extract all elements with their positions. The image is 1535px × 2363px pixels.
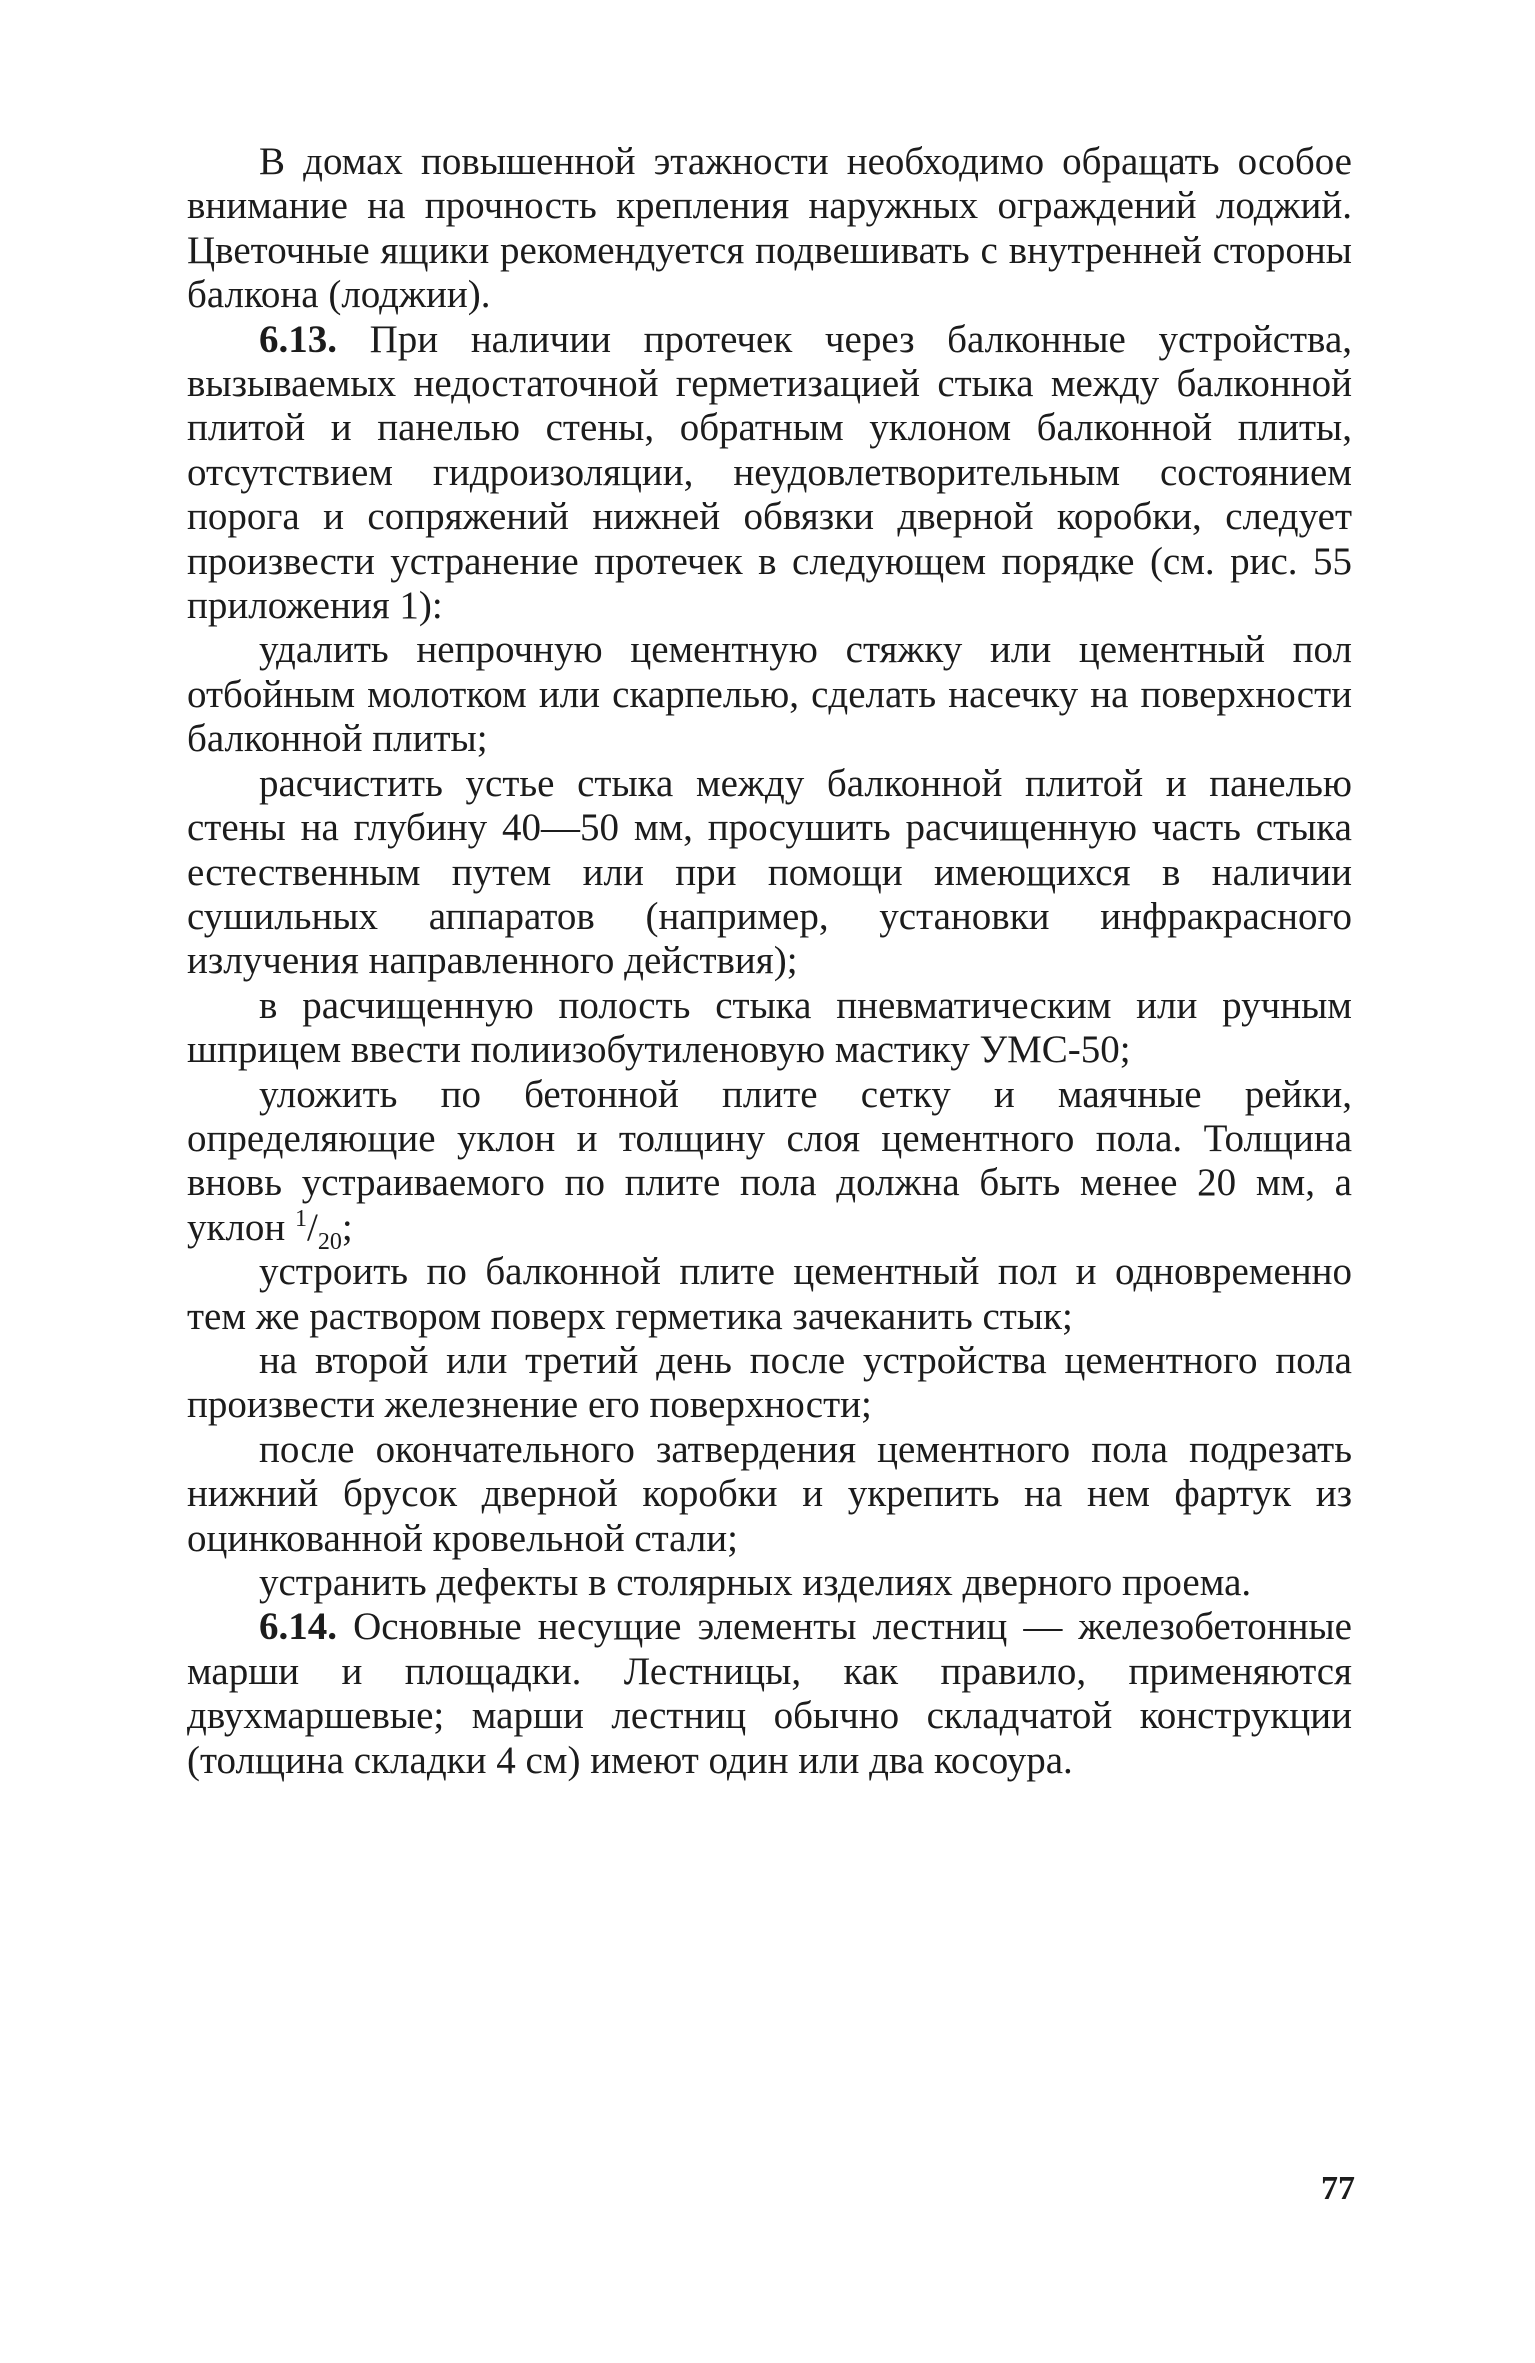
paragraph-text: устранить дефекты в столярных изделиях дверного проема.	[259, 1561, 1252, 1604]
fraction-numerator: 1	[295, 1205, 308, 1232]
paragraph-text: устроить по балконной плите цементный пол и одновременно тем же раствором поверх герметика зачеканить стык;	[187, 1250, 1352, 1338]
section-number: 6.13.	[259, 317, 337, 361]
paragraph-6-13	[187, 318, 1352, 629]
paragraph-text: после окончательного затвердения цементного пола подрезать нижний брусок дверной коробки и укрепить на нем фартук из оцинкованной кровельной стали;	[187, 1427, 1352, 1560]
paragraph-0	[187, 140, 1352, 318]
paragraph-text: уложить по бетонной плите сетку и маячные рейки, определяющие уклон и толщину слоя цементного пола. Толщина вновь устраиваемого по плите пола должна быть менее 20 мм, а уклон	[187, 1072, 1352, 1249]
list-item-clean-joint	[187, 762, 1352, 984]
paragraph-text: удалить непрочную цементную стяжку или цементный пол отбойным молотком или скарпелью, сделать насечку на поверхности балконной плиты;	[187, 628, 1352, 761]
paragraph-text: в расчищенную полость стыка пневматическим или ручным шприцем ввести полиизобутиленовую мастику УМС-50;	[187, 983, 1352, 1072]
list-item-inject-mastic	[187, 984, 1352, 1073]
paragraph-tail: ;	[341, 1205, 353, 1249]
paragraph-text: В домах повышенной этажности необходимо обращать особое внимание на прочность крепления наружных ограждений лоджий. Цветочные ящики рекомендуется подвешивать с внутренней стороны балкона (лоджии).	[187, 140, 1352, 317]
list-item-fix-joinery	[187, 1561, 1352, 1605]
paragraph-text: на второй или третий день после устройства цементного пола произвести железнение его поверхности;	[187, 1338, 1352, 1427]
paragraph-text: При наличии протечек через балконные устройства, вызываемых недостаточной герметизацией стыка между балконной плитой и панелью стены, обратным уклоном балконной плиты, отсутствием гидроизоляции, неудовлетворительным состоянием порога и сопряжений нижней обвязки дверной коробки, следует произвести устранение протечек в следующем порядке (см. рис. 55 приложения 1):	[187, 317, 1353, 628]
list-item-cement-floor	[187, 1250, 1352, 1339]
list-item-remove-screed	[187, 628, 1352, 761]
section-number: 6.14.	[259, 1605, 337, 1649]
list-item-trim-door-bar	[187, 1428, 1352, 1561]
list-item-lay-mesh	[187, 1072, 1352, 1255]
page-body	[187, 140, 1352, 1783]
slope-fraction: $^1/_{20}$	[295, 1205, 342, 1255]
paragraph-6-14	[187, 1605, 1352, 1783]
paragraph-text: расчистить устье стыка между балконной плитой и панелью стены на глубину 40—50 мм, просушить расчищенную часть стыка естественным путем или при помощи имеющихся в наличии сушильных аппаратов (например, установки инфракрасного излучения направленного действия);	[187, 761, 1352, 983]
fraction-denominator: 20	[317, 1228, 342, 1255]
paragraph-text: Основные несущие элементы лестниц — железобетонные марши и площадки. Лестницы, как правило, применяются двухмаршевые; марши лестниц обычно складчатой конструкции (толщина складки 4 см) имеют один или два косоура.	[187, 1605, 1352, 1782]
list-item-ironing	[187, 1339, 1352, 1428]
page-number: 77	[1321, 2170, 1355, 2207]
